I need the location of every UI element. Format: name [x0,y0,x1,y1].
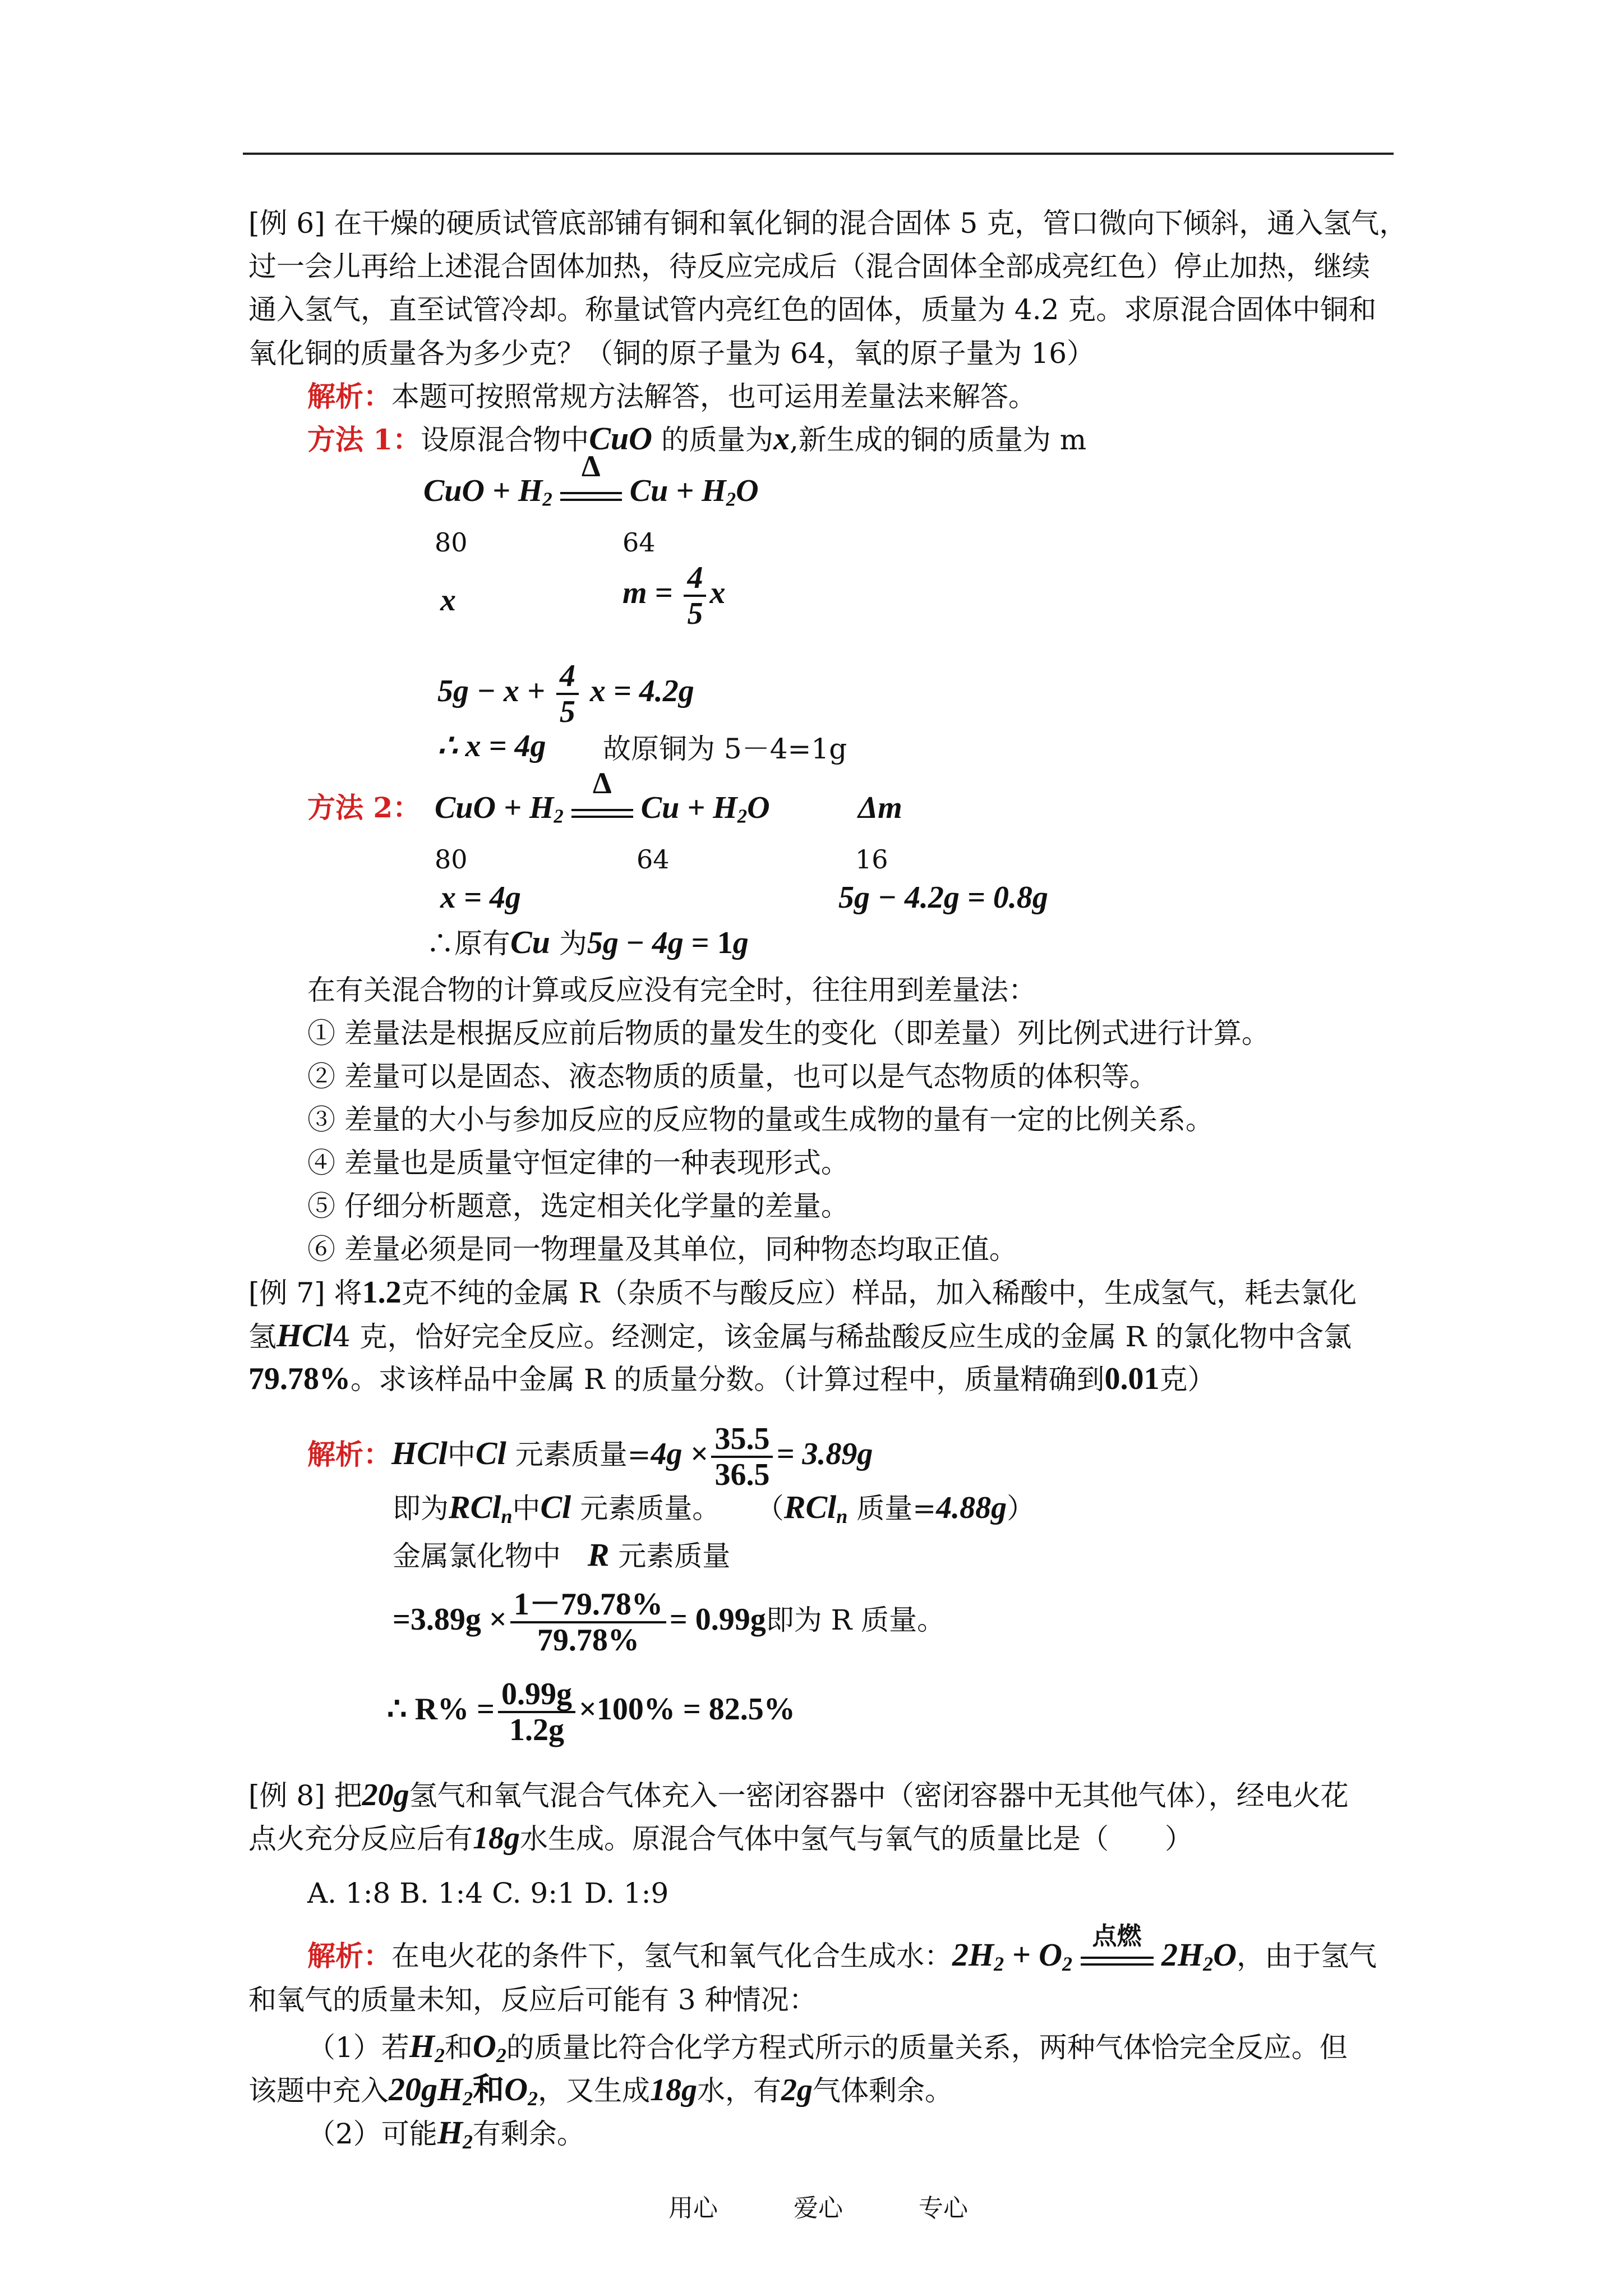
method1-result: ∴ x = 4g [437,729,546,763]
ex6-method1-line: 方法 1：设原混合物中CuO 的质量为x,新生成的铜的质量为 m [307,420,1087,457]
method2-molar-64: 64 [637,844,670,875]
method1-label: 方法 1： [307,423,421,456]
ex8-case-2: （2）可能$H_2$有剩余。 [307,2114,585,2153]
note-4: ④ 差量也是质量守恒定律的一种表现形式。 [307,1147,849,1179]
footer-text-2: 爱心 [794,2194,843,2223]
method1-molar-80: 80 [435,527,468,558]
method1-equation: CuO + $H_2$ Δ $Cu + H_2O$ [423,449,759,510]
ex6-line-2: 过一会儿再给上述混合固体加热，待反应完成后（混合固体全部成亮红色）停止加热，继续 [248,250,1370,283]
ex7-line-2: 氢HCl4 克，恰好完全反应。经测定，该金属与稀盐酸反应生成的金属 R 的氯化物中含氯 [248,1317,1352,1354]
footer-text-3: 专心 [919,2194,968,2223]
method1-result-note: 故原铜为 5－4=1g [603,733,847,765]
ex7-analysis-1: 解析：HCl中Cl 元素质量=4g × $\frac{35.5}{36.5}$ = 3.89g [307,1421,873,1492]
ex7-analysis-4: =3.89g × $\frac{1-79.78\%}{79.78\%}$ = 0.99g即为 R 质量。 [393,1587,946,1658]
note-1: ① 差量法是根据反应前后物质的量发生的变化（即差量）列比例式进行计算。 [307,1017,1270,1050]
ex8-line-1: [例 8] 把20g氢气和氧气混合气体充入一密闭容器中（密闭容器中无其他气体），经电火花 [248,1778,1349,1812]
ex7-line-3: 79.78%。求该样品中金属 R 的质量分数。（计算过程中，质量精确到0.01克） [248,1361,1216,1396]
ex7-analysis-2: 即为RCl$_n$中Cl 元素质量。 （RCl$_n$ 质量=4.88g） [393,1489,1035,1527]
ex7-analysis-3: 金属氯化物中 R 元素质量 [393,1536,731,1573]
ex6-line-1: [例 6] 在干燥的硬质试管底部铺有铜和氧化铜的混合固体 5 克，管口微向下倾斜，通入氢气， [248,207,1408,240]
ex8-case-1-line-1: （1）若$H_2$和$O_2$的质量比符合化学方程式所示的质量关系，两种气体恰完全反应。但 [307,2028,1348,2067]
method2-diff: 5g − 4.2g = 0.8g [838,880,1048,915]
notes-intro: 在有关混合物的计算或反应没有完全时，往往用到差量法： [307,974,1036,1006]
ex6-line-3: 通入氢气，直至试管冷却。称量试管内亮红色的固体，质量为 4.2 克。求原混合固体中铜和 [248,293,1377,326]
method1-m-expression: m = $\frac{4}{5}$ x [623,560,726,631]
analysis-label: 解析： [307,1939,391,1972]
ex6-line-4: 氧化铜的质量各为多少克？（铜的原子量为 64，氧的原子量为 16） [248,337,1095,370]
note-6: ⑥ 差量必须是同一物理量及其单位，同种物态均取正值。 [307,1233,1017,1266]
method2-molar-80: 80 [435,844,468,875]
analysis-label: 解析： [307,380,391,413]
method2-equation: CuO + $H_2$ Δ $Cu + H_2O$ [435,766,770,827]
ex7-line-1: [例 7] 将1.2克不纯的金属 R（杂质不与酸反应）样品，加入稀酸中，生成氢气，耗去氯化 [248,1275,1357,1310]
analysis-label: 解析： [307,1437,391,1471]
ex8-case-1-line-2: 该题中充入$20gH_2$和$O_2$，又生成18g水，有2g气体剩余。 [248,2071,953,2110]
method2-delta-m: Δm [858,790,902,825]
note-5: ⑤ 仔细分析题意，选定相关化学量的差量。 [307,1190,849,1222]
ex8-options: A. 1:8 B. 1:4 C. 9:1 D. 1:9 [307,1877,669,1910]
method1-x: x [440,583,456,618]
ex7-analysis-5: ∴ R% = $\frac{0.99g}{1.2g}$ ×100% = 82.5% [387,1677,795,1747]
ex8-line-2: 点火充分反应后有18g水生成。原混合气体中氢气与氧气的质量比是（ ） [248,1821,1193,1856]
method2-label: 方法 2： [307,791,421,824]
method1-molar-64: 64 [623,527,656,558]
ex6-analysis: 解析：本题可按照常规方法解答，也可运用差量法来解答。 [307,380,1036,413]
method2-x: x = 4g [440,880,521,915]
method2-molar-16: 16 [855,844,888,875]
footer-text-1: 用心 [668,2194,718,2223]
ex8-analysis-1: 解析：在电火花的条件下，氢气和氧气化合生成水：$2H_2 + O_2$ 点燃 $2H_2O$，由于氢气 [307,1922,1377,1975]
note-3: ③ 差量的大小与参加反应的反应物的量或生成物的量有一定的比例关系。 [307,1103,1214,1136]
ex8-analysis-2: 和氧气的质量未知，反应后可能有 3 种情况： [248,1984,817,2016]
note-2: ② 差量可以是固态、液态物质的质量，也可以是气态物质的体积等。 [307,1060,1158,1093]
header-rule [243,153,1394,155]
method2-conclusion: ∴原有Cu 为5g − 4g = 1g [426,924,749,960]
method1-balance-equation: 5g − x + $\frac{4}{5}$ x = 4.2g [437,659,694,729]
